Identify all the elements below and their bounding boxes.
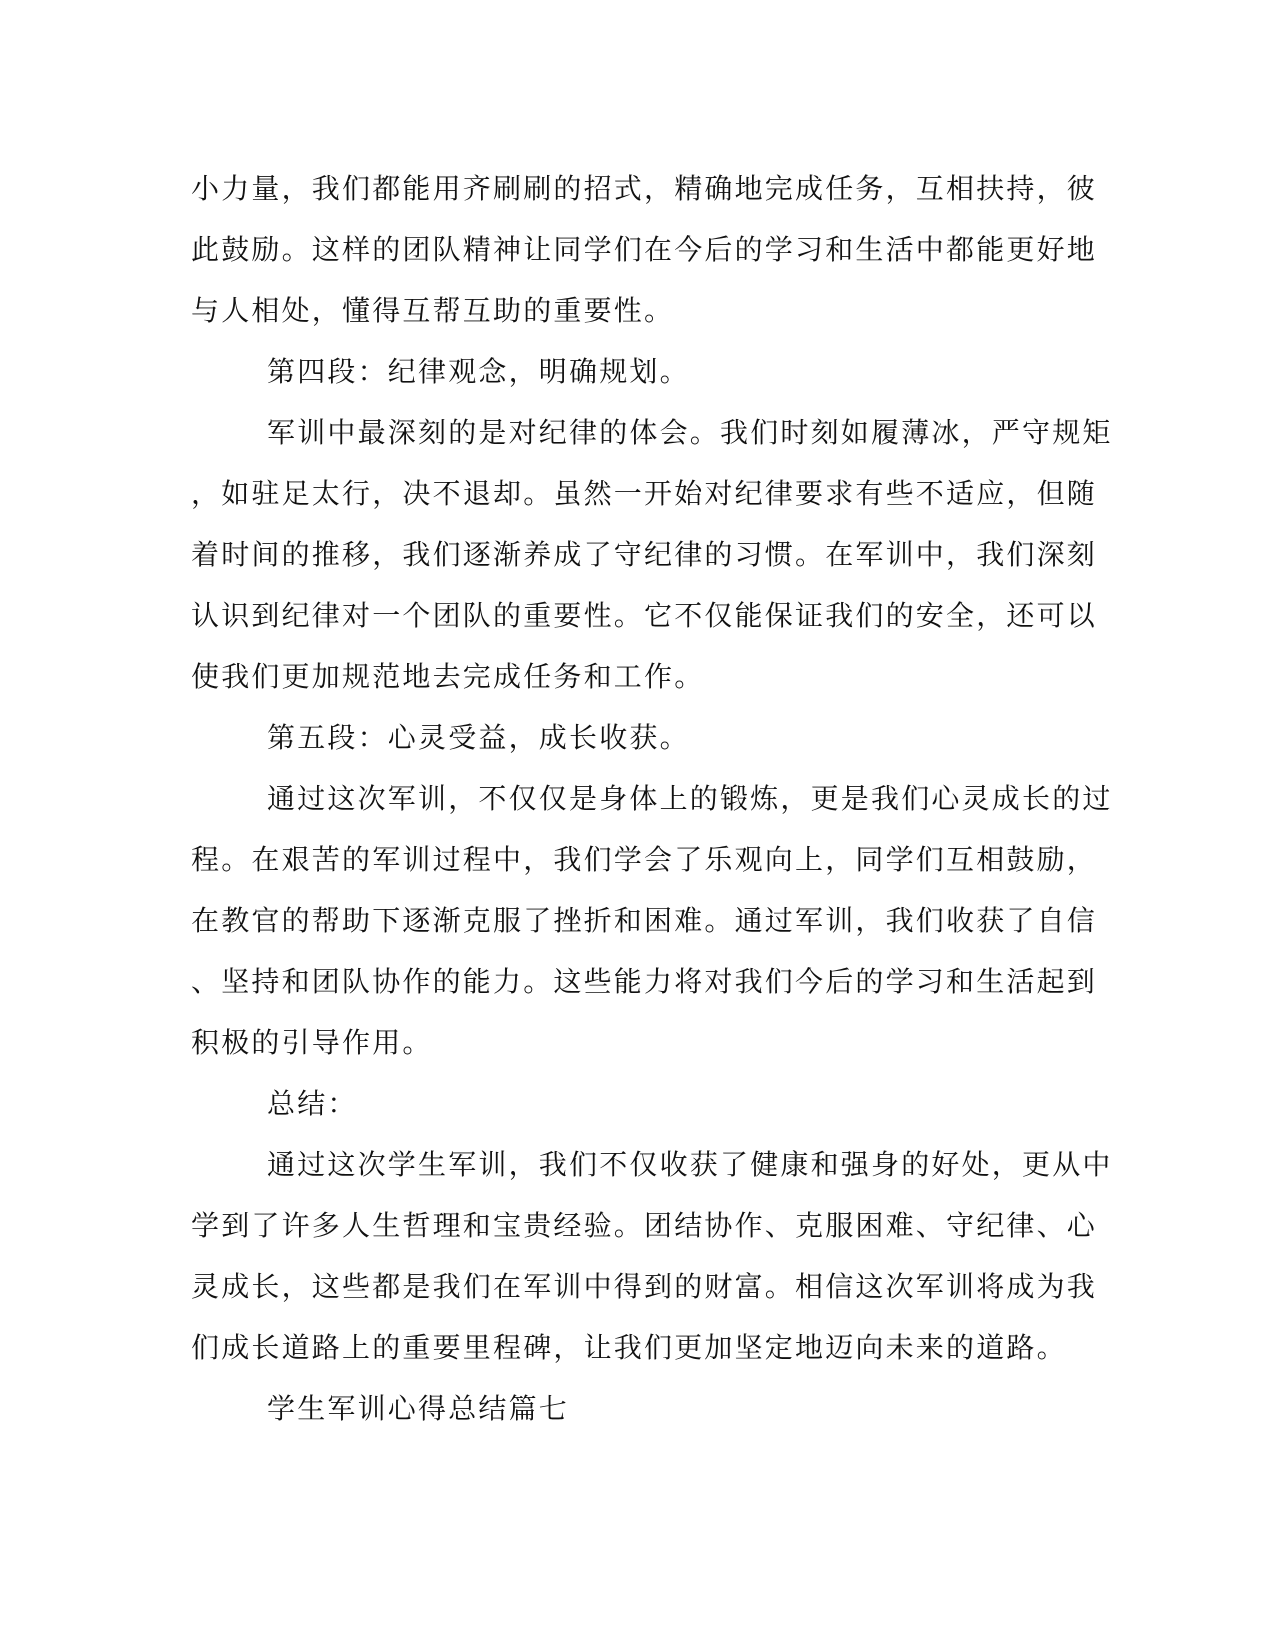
text-line: 小力量，我们都能用齐刷刷的招式，精确地完成任务，互相扶持，彼 — [191, 172, 1098, 205]
chapter-title: 学生军训心得总结篇七 — [267, 1392, 570, 1425]
text-line: 们成长道路上的重要里程碑，让我们更加坚定地迈向未来的道路。 — [191, 1331, 1067, 1364]
section-heading-5: 第五段：心灵受益，成长收获。 — [267, 721, 690, 754]
text-line: ，如驻足太行，决不退却。虽然一开始对纪律要求有些不适应，但随 — [191, 477, 1098, 510]
text-line: 与人相处，懂得互帮互助的重要性。 — [191, 294, 675, 327]
text-line: 学到了许多人生哲理和宝贵经验。团结协作、克服困难、守纪律、心 — [191, 1209, 1098, 1242]
text-line: 灵成长，这些都是我们在军训中得到的财富。相信这次军训将成为我 — [191, 1270, 1098, 1303]
text-line: 、坚持和团队协作的能力。这些能力将对我们今后的学习和生活起到 — [191, 965, 1098, 998]
summary-heading: 总结： — [267, 1087, 358, 1120]
text-line: 程。在艰苦的军训过程中，我们学会了乐观向上，同学们互相鼓励， — [191, 843, 1098, 876]
document-body — [191, 158, 1113, 1439]
text-line: 认识到纪律对一个团队的重要性。它不仅能保证我们的安全，还可以 — [191, 599, 1098, 632]
text-line: 军训中最深刻的是对纪律的体会。我们时刻如履薄冰，严守规矩 — [267, 416, 1113, 449]
text-line: 积极的引导作用。 — [191, 1026, 433, 1059]
text-line: 通过这次军训，不仅仅是身体上的锻炼，更是我们心灵成长的过 — [267, 782, 1113, 815]
text-line: 在教官的帮助下逐渐克服了挫折和困难。通过军训，我们收获了自信 — [191, 904, 1098, 937]
text-line: 着时间的推移，我们逐渐养成了守纪律的习惯。在军训中，我们深刻 — [191, 538, 1098, 571]
section-heading-4: 第四段：纪律观念，明确规划。 — [267, 355, 690, 388]
text-line: 通过这次学生军训，我们不仅收获了健康和强身的好处，更从中 — [267, 1148, 1113, 1181]
text-line: 此鼓励。这样的团队精神让同学们在今后的学习和生活中都能更好地 — [191, 233, 1098, 266]
text-line: 使我们更加规范地去完成任务和工作。 — [191, 660, 705, 693]
